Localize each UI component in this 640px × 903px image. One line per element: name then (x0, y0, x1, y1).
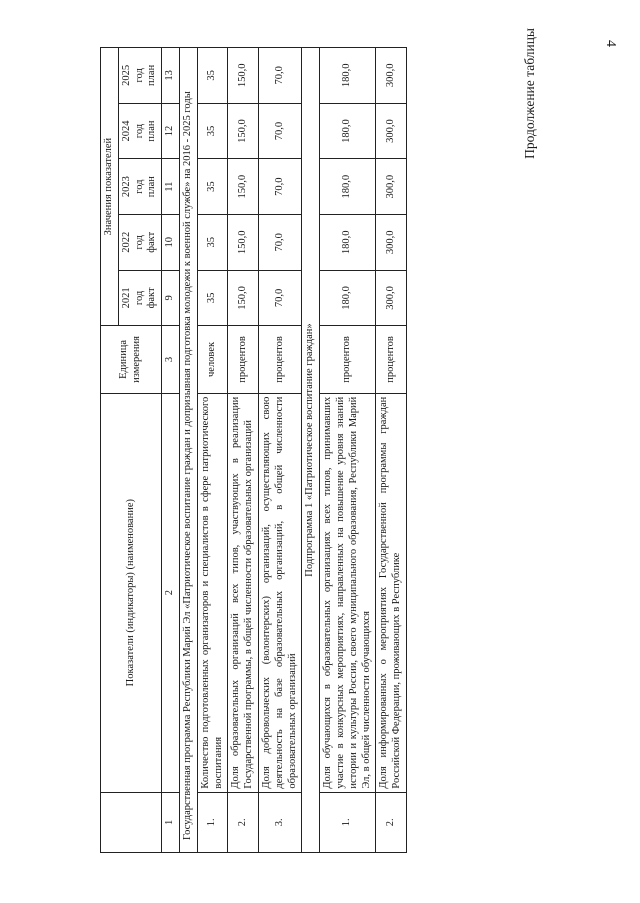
row-value: 70,0 (258, 270, 301, 326)
row-unit: процентов (376, 326, 407, 393)
row-value: 35 (197, 270, 228, 326)
table-row (320, 48, 376, 853)
row-unit: процентов (258, 326, 301, 393)
row-number: 3. (258, 792, 301, 852)
row-value: 300,0 (376, 48, 407, 104)
row-number: 2. (228, 792, 259, 852)
row-value: 300,0 (376, 270, 407, 326)
continuation-label: Продолжение таблицы (522, 28, 537, 159)
row-indicator: Количество подготовленных организаторов и специалистов в сфере патриотического воспитания (197, 393, 228, 792)
header-year-2021: 2021 год факт (118, 270, 161, 326)
row-value: 150,0 (228, 103, 259, 159)
row-indicator: Доля добровольческих (волонтерских) организаций, осуществляющих свою деятельность на базе образовательных организаций, в общей численности образовательных организаций (258, 393, 301, 792)
header-year-2025: 2025 год план (118, 48, 161, 104)
row-value: 150,0 (228, 48, 259, 104)
header-year-2022: 2022 год факт (118, 214, 161, 270)
index-cell: 1 (162, 792, 180, 852)
row-value: 180,0 (320, 48, 376, 104)
header-unit: Единица измерения (101, 326, 162, 393)
row-value: 35 (197, 214, 228, 270)
table-row (228, 48, 259, 853)
table-row (258, 48, 301, 853)
row-value: 150,0 (228, 214, 259, 270)
index-cell: 12 (162, 103, 180, 159)
row-unit: процентов (320, 326, 376, 393)
row-indicator: Доля образовательных организаций всех типов, участвующих в реализации Государственной программы, в общей численности образовательных организаций (228, 393, 259, 792)
row-number: 1. (320, 792, 376, 852)
row-value: 180,0 (320, 159, 376, 215)
row-unit: процентов (228, 326, 259, 393)
row-number: 1. (197, 792, 228, 852)
index-cell: 3 (162, 326, 180, 393)
table-row (197, 48, 228, 853)
row-value: 35 (197, 103, 228, 159)
row-value: 150,0 (228, 270, 259, 326)
row-value: 180,0 (320, 103, 376, 159)
row-number: 2. (376, 792, 407, 852)
subprogram-title-row (302, 48, 320, 853)
header-year-2024: 2024 год план (118, 103, 161, 159)
row-value: 180,0 (320, 270, 376, 326)
index-cell: 11 (162, 159, 180, 215)
column-index-row (162, 48, 180, 853)
header-values-group: Значения показателей (101, 48, 119, 326)
row-value: 70,0 (258, 159, 301, 215)
row-value: 35 (197, 159, 228, 215)
header-indicator: Показатели (индикаторы) (наименование) (101, 393, 162, 792)
program-title-row (179, 48, 197, 853)
index-cell: 10 (162, 214, 180, 270)
row-indicator: Доля информированных о мероприятиях Государственной программы граждан Российской Федерации, проживающих в Республике (376, 393, 407, 792)
row-value: 300,0 (376, 159, 407, 215)
index-cell: 13 (162, 48, 180, 104)
row-indicator: Доля обучающихся в образовательных организациях всех типов, принимавших участие в конкурсных мероприятиях, направленных на повышение уровня знаний истории и культуры России, своего муниципального образования, Республики Марий Эл, в общей численности обучающихся (320, 393, 376, 792)
subprogram-title: Подпрограмма 1 «Патриотическое воспитание граждан» (302, 48, 320, 853)
row-value: 300,0 (376, 214, 407, 270)
row-unit: человек (197, 326, 228, 393)
index-cell: 2 (162, 393, 180, 792)
row-value: 70,0 (258, 103, 301, 159)
row-value: 70,0 (258, 48, 301, 104)
page-number: 4 (603, 40, 618, 47)
row-value: 180,0 (320, 214, 376, 270)
program-title: Государственная программа Республики Марий Эл «Патриотическое воспитание граждан и допризывная подготовка молодежи к военной службе» на 2016 - 2025 годы (179, 48, 197, 853)
table-row (376, 48, 407, 853)
row-value: 150,0 (228, 159, 259, 215)
row-value: 70,0 (258, 214, 301, 270)
header-row-1 (101, 48, 119, 853)
index-cell: 9 (162, 270, 180, 326)
header-num-cell (101, 792, 162, 852)
header-year-2023: 2023 год план (118, 159, 161, 215)
indicators-table (100, 47, 407, 853)
row-value: 35 (197, 48, 228, 104)
row-value: 300,0 (376, 103, 407, 159)
